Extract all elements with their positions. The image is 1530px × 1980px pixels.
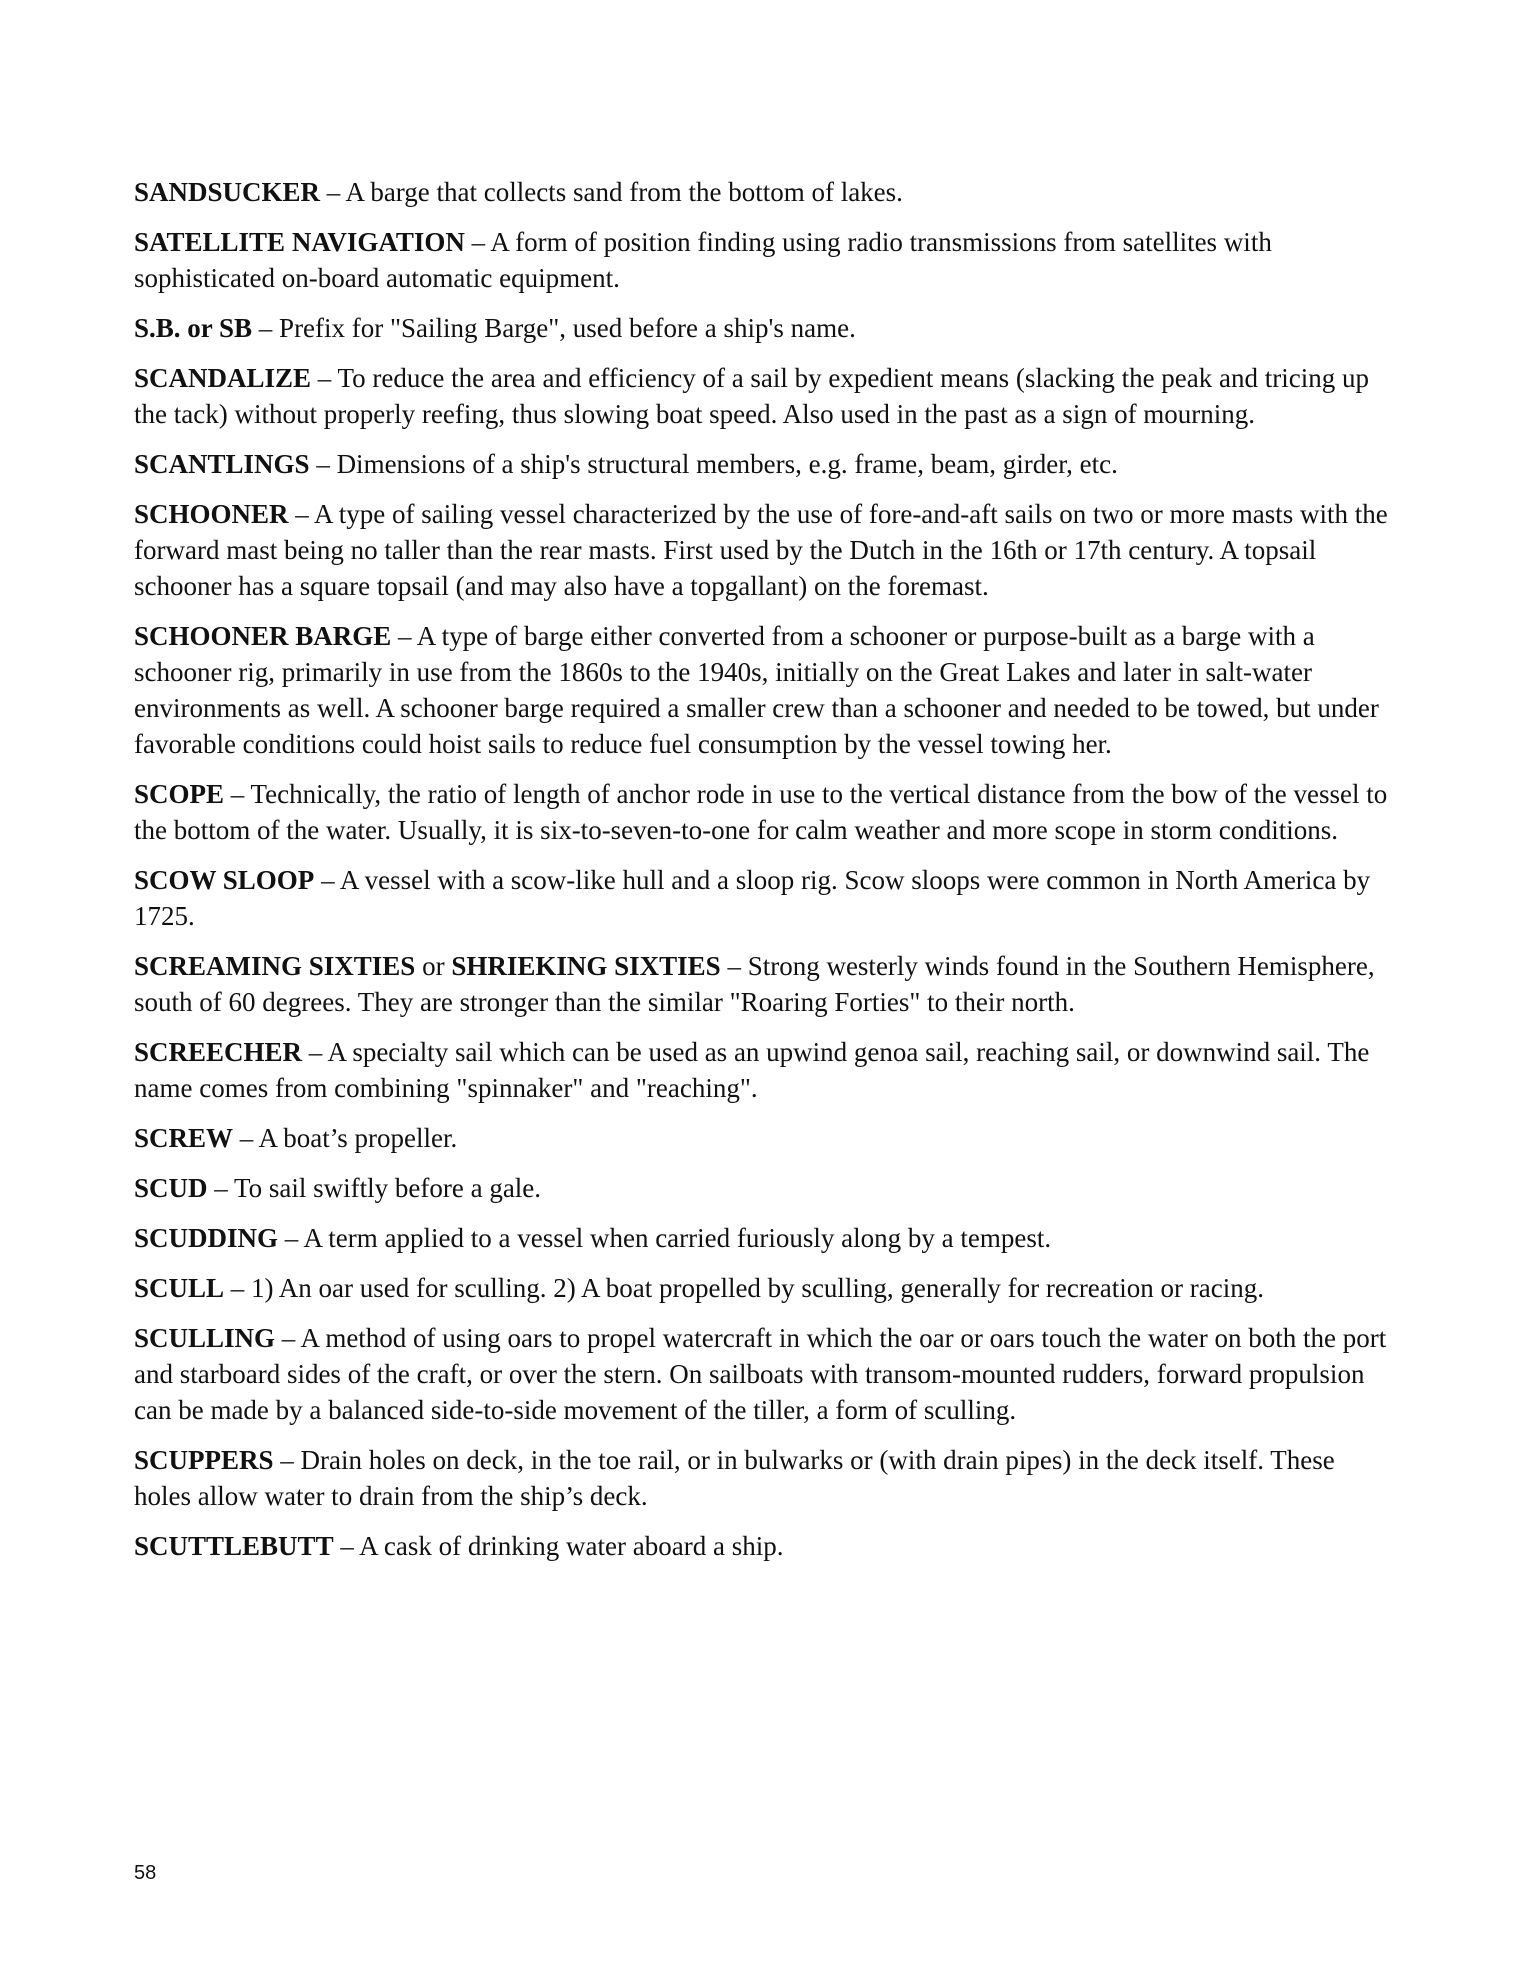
glossary-entry-scandalize [134, 360, 1396, 432]
glossary-entry-screaming-sixties [134, 948, 1396, 1020]
glossary-entry-scuppers [134, 1442, 1396, 1514]
entry-term: SCHOONER [134, 499, 289, 529]
glossary-entry-schooner [134, 496, 1396, 604]
entry-term: S.B. or SB [134, 313, 253, 343]
glossary-entry-sculling [134, 1320, 1396, 1428]
entry-term: SCREAMING SIXTIES [134, 951, 416, 981]
entry-definition: – A boat’s propeller. [233, 1123, 458, 1153]
entry-term: SCOPE [134, 779, 225, 809]
glossary-entry-scuttlebutt [134, 1528, 1396, 1564]
glossary-entry-sb [134, 310, 1396, 346]
glossary-entry-scantlings [134, 446, 1396, 482]
entry-term: SCUDDING [134, 1223, 279, 1253]
entry-definition: – Drain holes on deck, in the toe rail, or in bulwarks or (with drain pipes) in the deck itself. These holes allow water to drain from the ship’s deck. [134, 1445, 1335, 1511]
entry-definition: – 1) An oar used for sculling. 2) A boat propelled by sculling, generally for recreation or racing. [224, 1273, 1264, 1303]
entry-definition: – A term applied to a vessel when carried furiously along by a tempest. [278, 1223, 1052, 1253]
glossary-entry-screecher [134, 1034, 1396, 1106]
entry-definition: – A type of sailing vessel characterized by the use of fore-and-aft sails on two or more masts with the forward mast being no taller than the rear masts. First used by the Dutch in the 16th or 17th century. A topsail schooner has a square topsail (and may also have a topgallant) on the foremast. [134, 499, 1388, 601]
glossary-content [134, 174, 1396, 1578]
entry-definition: – Prefix for "Sailing Barge", used before a ship's name. [252, 313, 856, 343]
entry-definition: – A cask of drinking water aboard a ship. [333, 1531, 784, 1561]
glossary-entry-screw [134, 1120, 1396, 1156]
entry-definition: – A specialty sail which can be used as an upwind genoa sail, reaching sail, or downwind sail. The name comes from combining "spinnaker" and "reaching". [134, 1037, 1370, 1103]
entry-definition: – Strong westerly winds found in the Southern Hemisphere, south of 60 degrees. They are stronger than the similar "Roaring Forties" to their north. [134, 951, 1375, 1017]
entry-term: SCREECHER [134, 1037, 303, 1067]
entry-term: SCULLING [134, 1323, 276, 1353]
entry-term: SCULL [134, 1273, 225, 1303]
entry-definition: – A vessel with a scow-like hull and a sloop rig. Scow sloops were common in North America by 1725. [134, 865, 1371, 931]
entry-definition: – A barge that collects sand from the bottom of lakes. [320, 177, 903, 207]
entry-joiner: or [415, 951, 452, 981]
entry-term: SCANTLINGS [134, 449, 310, 479]
glossary-entry-scudding [134, 1220, 1396, 1256]
entry-term: SCOW SLOOP [134, 865, 315, 895]
entry-term: SCUD [134, 1173, 208, 1203]
glossary-entry-scull [134, 1270, 1396, 1306]
entry-term: SCANDALIZE [134, 363, 312, 393]
entry-term: SCHOONER BARGE [134, 621, 392, 651]
entry-term: SCUTTLEBUTT [134, 1531, 334, 1561]
entry-definition: – To sail swiftly before a gale. [207, 1173, 542, 1203]
glossary-entry-scope [134, 776, 1396, 848]
entry-definition: – Technically, the ratio of length of anchor rode in use to the vertical distance from the bow of the vessel to the bottom of the water. Usually, it is six-to-seven-to-one for calm weather and more scope in storm conditions. [134, 779, 1388, 845]
entry-definition: – A type of barge either converted from a schooner or purpose-built as a barge with a schooner rig, primarily in use from the 1860s to the 1940s, initially on the Great Lakes and later in salt-water environments as well. A schooner barge required a smaller crew than a schooner and needed to be towed, but under favorable conditions could hoist sails to reduce fuel consumption by the vessel towing her. [134, 621, 1379, 759]
glossary-entry-scow-sloop [134, 862, 1396, 934]
entry-term: SATELLITE NAVIGATION [134, 227, 465, 257]
glossary-entry-satellite-navigation [134, 224, 1396, 296]
entry-term: SANDSUCKER [134, 177, 321, 207]
entry-definition: – A form of position finding using radio transmissions from satellites with sophisticated on-board automatic equipment. [134, 227, 1272, 293]
entry-definition: – To reduce the area and efficiency of a sail by expedient means (slacking the peak and tricing up the tack) without properly reefing, thus slowing boat speed. Also used in the past as a sign of mourning. [134, 363, 1369, 429]
entry-definition: – Dimensions of a ship's structural members, e.g. frame, beam, girder, etc. [309, 449, 1118, 479]
glossary-entry-scud [134, 1170, 1396, 1206]
entry-term: SCREW [134, 1123, 234, 1153]
entry-term: SCUPPERS [134, 1445, 274, 1475]
glossary-entry-schooner-barge [134, 618, 1396, 762]
entry-term-alternate: SHRIEKING SIXTIES [451, 951, 721, 981]
glossary-entry-sandsucker [134, 174, 1396, 210]
entry-definition: – A method of using oars to propel watercraft in which the oar or oars touch the water on both the port and starboard sides of the craft, or over the stern. On sailboats with transom-mounted rudders, forward propulsion can be made by a balanced side-to-side movement of the tiller, a form of sculling. [134, 1323, 1387, 1425]
page-number: 58 [134, 1862, 157, 1884]
